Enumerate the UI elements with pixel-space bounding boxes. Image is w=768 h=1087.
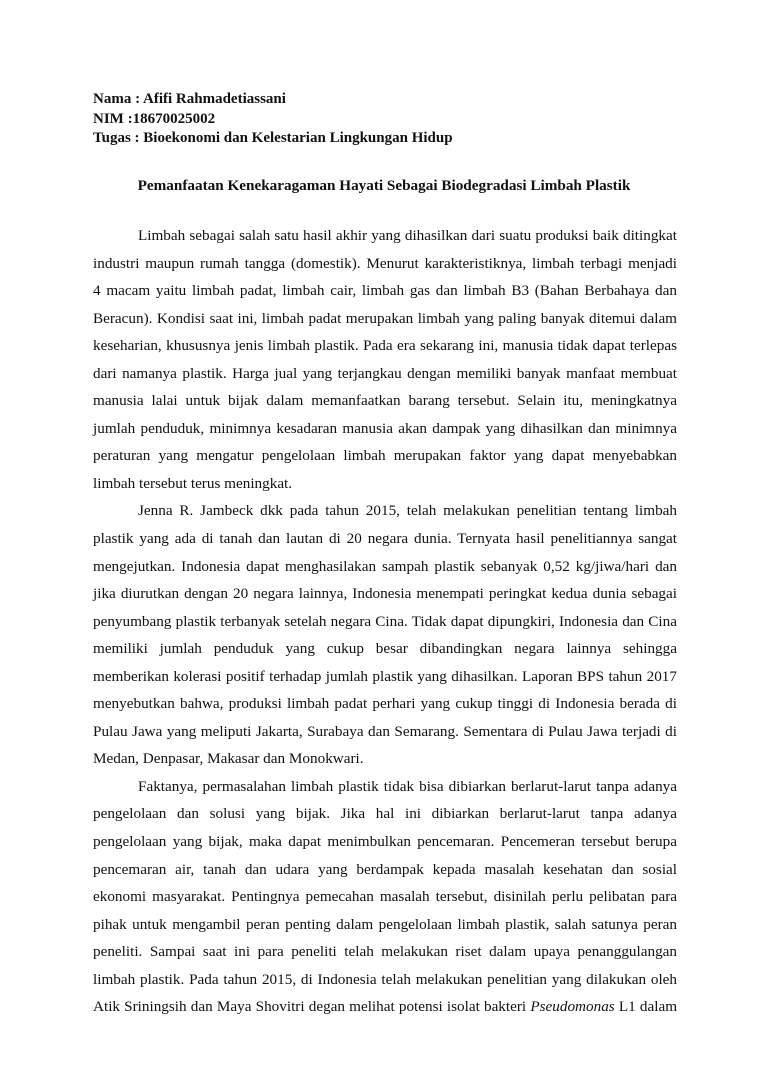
paragraph-line <box>93 993 677 1021</box>
paragraph-line: Beracun). Kondisi saat ini, limbah padat merupakan limbah yang paling banyak ditemui dalam <box>93 309 677 327</box>
paragraph-line: peneliti. Sampai saat ini para peneliti telah melakukan riset dalam upaya penanggulangan <box>93 943 677 961</box>
paragraph-line: plastik yang ada di tanah dan lautan di 20 negara dunia. Ternyata hasil penelitiannya sangat <box>93 530 677 548</box>
paragraph <box>93 222 677 497</box>
paragraph-line: jumlah penduduk, minimnya kesadaran manusia akan dampak yang dihasilkan dan minimnya <box>93 419 677 437</box>
species-name: Pseudomonas <box>530 998 615 1016</box>
paragraph-line: limbah tersebut terus meningkat. <box>93 474 293 492</box>
paragraph-line: limbah plastik. Pada tahun 2015, di Indonesia telah melakukan penelitian yang dilakukan oleh <box>93 970 677 988</box>
paragraph-line: pengelolaan yang bijak, maka dapat menimbulkan pencemaran. Pencemeran tersebut berupa <box>93 833 677 851</box>
paragraph-line: manusia lalai untuk bijak dalam memanfaatkan barang tersebut. Selain itu, meningkatnya <box>93 392 677 410</box>
paragraph <box>93 497 677 772</box>
document-body <box>93 222 677 1021</box>
paragraph-line: 4 macam yaitu limbah padat, limbah cair, limbah gas dan limbah B3 (Bahan Berbahaya dan <box>93 282 677 300</box>
task-line: Tugas : Bioekonomi dan Kelestarian Lingkungan Hidup <box>93 130 453 146</box>
name-line: Nama : Afifi Rahmadetiassani <box>93 91 286 107</box>
paragraph-line: Limbah sebagai salah satu hasil akhir yang dihasilkan dari suatu produksi baik ditingkat <box>138 227 677 244</box>
line-text: Atik Sriningsih dan Maya Shovitri degan melihat potensi isolat bakteri <box>93 998 527 1016</box>
paragraph-line: jika diurutkan dengan 20 negara lainnya, Indonesia menempati peringkat kedua dunia sebagai <box>93 585 677 603</box>
paragraph-line: ekonomi masyarakat. Pentingnya pemecahan masalah tersebut, disinilah perlu pelibatan para <box>93 888 677 906</box>
paragraph-line: Medan, Denpasar, Makasar dan Monokwari. <box>93 750 364 768</box>
paragraph-line: dari namanya plastik. Harga jual yang terjangkau dengan memiliki banyak manfaat membuat <box>93 364 677 382</box>
document-title: Pemanfaatan Kenekaragaman Hayati Sebagai Biodegradasi Limbah Plastik <box>137 177 631 194</box>
paragraph-line: pihak untuk mengambil peran penting dalam pengelolaan limbah plastik, salah satunya peran <box>93 915 677 933</box>
paragraph-line: mengejutkan. Indonesia dapat menghasilakan sampah plastik sebanyak 0,52 kg/jiwa/hari dan <box>93 557 677 575</box>
paragraph <box>93 773 677 1021</box>
nim-line: NIM :18670025002 <box>93 110 216 127</box>
paragraph-line: peraturan yang mengatur pengelolaan limbah merupakan faktor yang dapat menyebabkan <box>93 447 677 465</box>
paragraph-line: Jenna R. Jambeck dkk pada tahun 2015, telah melakukan penelitian tentang limbah <box>138 502 677 520</box>
paragraph-line: Faktanya, permasalahan limbah plastik tidak bisa dibiarkan berlarut-larut tanpa adanya <box>138 777 677 795</box>
line-text: L1 dalam <box>618 998 678 1016</box>
paragraph-line: memberikan kolerasi positif terhadap jumlah plastik yang dihasilkan. Laporan BPS tahun 2017 <box>93 667 677 685</box>
student-info <box>93 90 453 149</box>
paragraph-line: pencemaran air, tanah dan udara yang berdampak kepada masalah kesehatan dan sosial <box>93 860 677 878</box>
paragraph-line: Pulau Jawa yang meliputi Jakarta, Surabaya dan Semarang. Sementara di Pulau Jawa terjadi di <box>93 722 677 740</box>
paragraph-line: keseharian, khususnya jenis limbah plastik. Pada era sekarang ini, manusia tidak dapat terlepas <box>93 337 677 355</box>
paragraph-line: pengelolaan dan solusi yang bijak. Jika hal ini dibiarkan berlarut-larut tanpa adanya <box>93 805 677 823</box>
paragraph-line: memiliki jumlah penduduk yang cukup besar dibandingkan negara lainnya sehingga <box>93 640 677 658</box>
paragraph-line: industri maupun rumah tangga (domestik). Menurut karakteristiknya, limbah terbagi menjadi <box>93 254 677 272</box>
paragraph-line: menyebutkan bahwa, produksi limbah padat perhari yang cukup tinggi di Indonesia berada di <box>93 695 677 713</box>
paragraph-line: penyumbang plastik terbanyak setelah negara Cina. Tidak dapat dipungkiri, Indonesia dan Cina <box>93 612 677 630</box>
